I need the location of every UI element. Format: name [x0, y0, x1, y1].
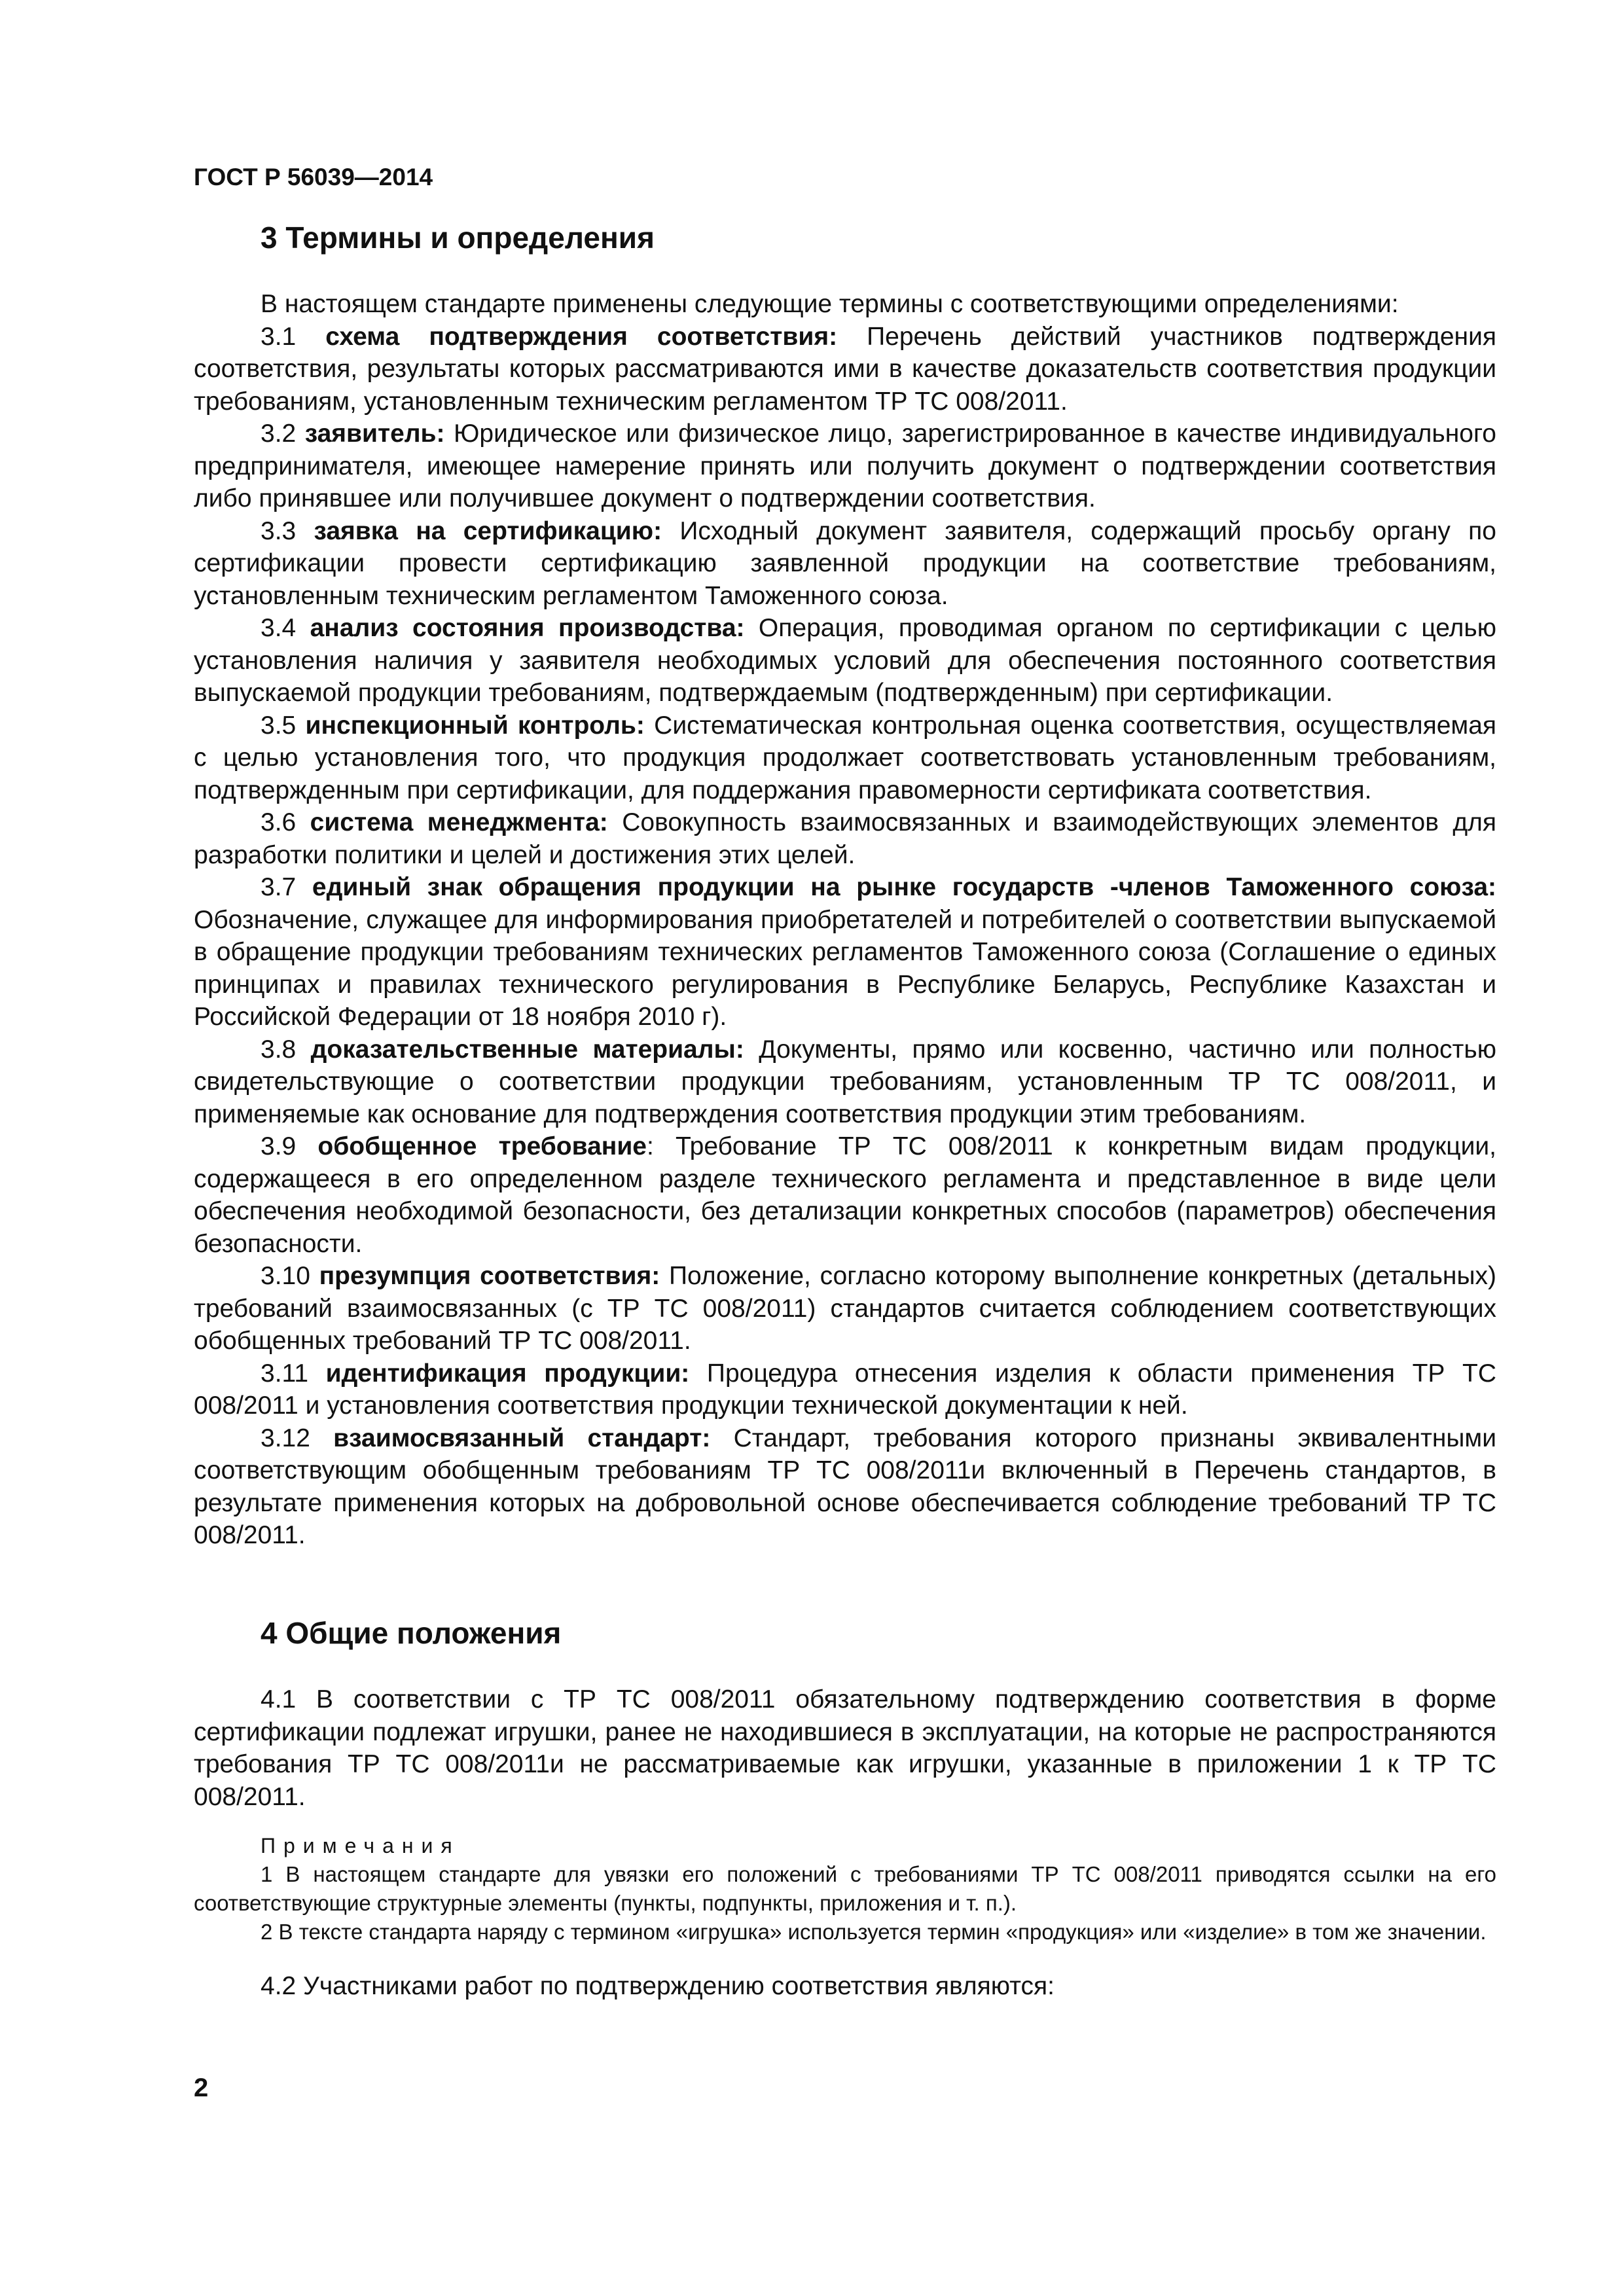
section-3-body — [194, 288, 1496, 1552]
term-name: доказательственные материалы: — [310, 1035, 744, 1064]
paragraph-4-1: 4.1 В соответствии с ТР ТС 008/2011 обязательному подтверждению соответствия в форме сертификации подлежат игрушки, ранее не находившиеся в эксплуатации, на которые не распространяются требования ТР ТС 008/2011и не рассматриваемые как игрушки, указанные в приложении 1 к ТР ТС 008/2011. — [194, 1685, 1496, 1811]
section-3-intro: В настоящем стандарте применены следующие термины с соответствующими определениями: — [261, 290, 1399, 318]
term-number: 3.11 — [261, 1359, 309, 1388]
term-text: Юридическое или физическое лицо, зарегистрированное в качестве индивидуального предпринимателя, имеющее намерение принять или получить документ о подтверждении соответствия либо принявшее или получившее документ о подтверждении соответствия. — [194, 420, 1496, 512]
term-text: Совокупность взаимосвязанных и взаимодействующих элементов для разработки политики и целей и достижения этих целей. — [194, 808, 1496, 869]
term-definition — [194, 709, 1496, 807]
page-number: 2 — [194, 2073, 209, 2102]
term-number: 3.4 — [261, 614, 297, 642]
term-name: инспекционный контроль: — [305, 711, 645, 740]
term-text: Перечень действий участников подтверждения соответствия, результаты которых рассматриваются ими в качестве доказательств соответствия продукции требованиям, установленным техническим регламентом ТР ТС 008/2011. — [194, 322, 1496, 416]
term-number: 3.12 — [261, 1424, 310, 1452]
term-text: Исходный документ заявителя, содержащий просьбу органу по сертификации провести сертификацию заявленной продукции на соответствие требованиям, установленным техническим регламентом Таможенного союза. — [194, 516, 1496, 610]
term-definition — [194, 1357, 1496, 1422]
term-definition — [194, 806, 1496, 871]
term-text: : Требование ТР ТС 008/2011 к конкретным видам продукции, содержащееся в его определенном разделе технического регламента и представленное в виде цели обеспечения необходимой безопасности, без детализации конкретных способов (параметров) обеспечения безопасности. — [194, 1132, 1496, 1258]
term-name: взаимосвязанный стандарт: — [333, 1424, 711, 1452]
notes-title: Примечания — [261, 1834, 460, 1857]
term-number: 3.2 — [261, 420, 297, 448]
term-number: 3.6 — [261, 808, 297, 836]
term-definition — [194, 871, 1496, 1033]
term-text: Обозначение, служащее для информирования приобретателей и потребителей о соответствии выпускаемой в обращение продукции требованиям технических регламентов Таможенного союза (Соглашение о единых принципах и правилах технического регулирования в Республике Беларусь, Республике Казахстан и Российской Федерации от 18 ноября 2010 г). — [194, 905, 1496, 1031]
term-name: презумпция соответствия: — [319, 1262, 660, 1290]
term-definition — [194, 1422, 1496, 1552]
term-name: схема подтверждения соответствия: — [325, 322, 838, 351]
document-code: ГОСТ Р 56039—2014 — [194, 164, 433, 190]
term-name: обобщенное требование — [317, 1132, 647, 1160]
section-3-title: 3 Термины и определения — [261, 221, 655, 255]
term-number: 3.8 — [261, 1035, 297, 1064]
term-number: 3.7 — [261, 873, 297, 901]
term-number: 3.10 — [261, 1262, 310, 1290]
term-text: Документы, прямо или косвенно, частично или полностью свидетельствующие о соответствии продукции требованиям, установленным ТР ТС 008/2011, и применяемые как основание для подтверждения соответствия продукции этим требованиям. — [194, 1035, 1496, 1128]
term-name: анализ состояния производства: — [310, 614, 745, 642]
term-text: Систематическая контрольная оценка соответствия, осуществляемая с целью установления того, что продукция продолжает соответствовать установленным требованиям, подтвержденным при сертификации, для поддержания правомерности сертификата соответствия. — [194, 711, 1497, 804]
term-definition — [194, 1260, 1496, 1357]
term-number: 3.1 — [261, 322, 297, 351]
term-name: система менеджмента: — [310, 808, 608, 836]
term-definition — [194, 321, 1496, 418]
term-text: Положение, согласно которому выполнение конкретных (детальных) требований взаимосвязанных (с ТР ТС 008/2011) стандартов считается соблюдением соответствующих обобщенных требований ТР ТС 008/2011. — [194, 1262, 1496, 1355]
term-number: 3.5 — [261, 711, 297, 740]
section-4-title: 4 Общие положения — [261, 1616, 562, 1650]
term-definition — [194, 1033, 1496, 1131]
term-text: Стандарт, требования которого признаны эквивалентными соответствующим обобщенным требованиям ТР ТС 008/2011и включенный в Перечень стандартов, в результате применения которых на добровольной основе обеспечивается соблюдение требований ТР ТС 008/2011. — [194, 1424, 1496, 1549]
term-name: заявка на сертификацию: — [314, 516, 662, 545]
section-4-body — [194, 1683, 1496, 2003]
term-number: 3.9 — [261, 1132, 297, 1160]
term-name: единый знак обращения продукции на рынке государств -членов Таможенного союза: — [312, 873, 1496, 901]
term-definition — [194, 612, 1496, 709]
note-1: 1 В настоящем стандарте для увязки его положений с требованиями ТР ТС 008/2011 приводятся ссылки на его соответствующие структурные элементы (пункты, подпункты, приложения и т. п.). — [194, 1862, 1496, 1915]
paragraph-4-2: 4.2 Участниками работ по подтверждению соответствия являются: — [261, 1972, 1055, 2000]
terms-list — [194, 321, 1496, 1552]
term-name: идентификация продукции: — [325, 1359, 690, 1388]
note-2: 2 В тексте стандарта наряду с термином «игрушка» используется термин «продукция» или «изделие» в том же значении. — [261, 1920, 1487, 1944]
term-definition — [194, 418, 1496, 515]
term-definition — [194, 1130, 1496, 1260]
term-text: Операция, проводимая органом по сертификации с целью установления наличия у заявителя необходимых условий для обеспечения постоянного соответствия выпускаемой продукции требованиям, подтверждаемым (подтвержденным) при сертификации. — [194, 614, 1496, 707]
term-number: 3.3 — [261, 516, 297, 545]
term-text: Процедура отнесения изделия к области применения ТР ТС 008/2011 и установления соответствия продукции технической документации к ней. — [194, 1359, 1497, 1420]
term-definition — [194, 515, 1496, 613]
term-name: заявитель: — [304, 420, 445, 448]
